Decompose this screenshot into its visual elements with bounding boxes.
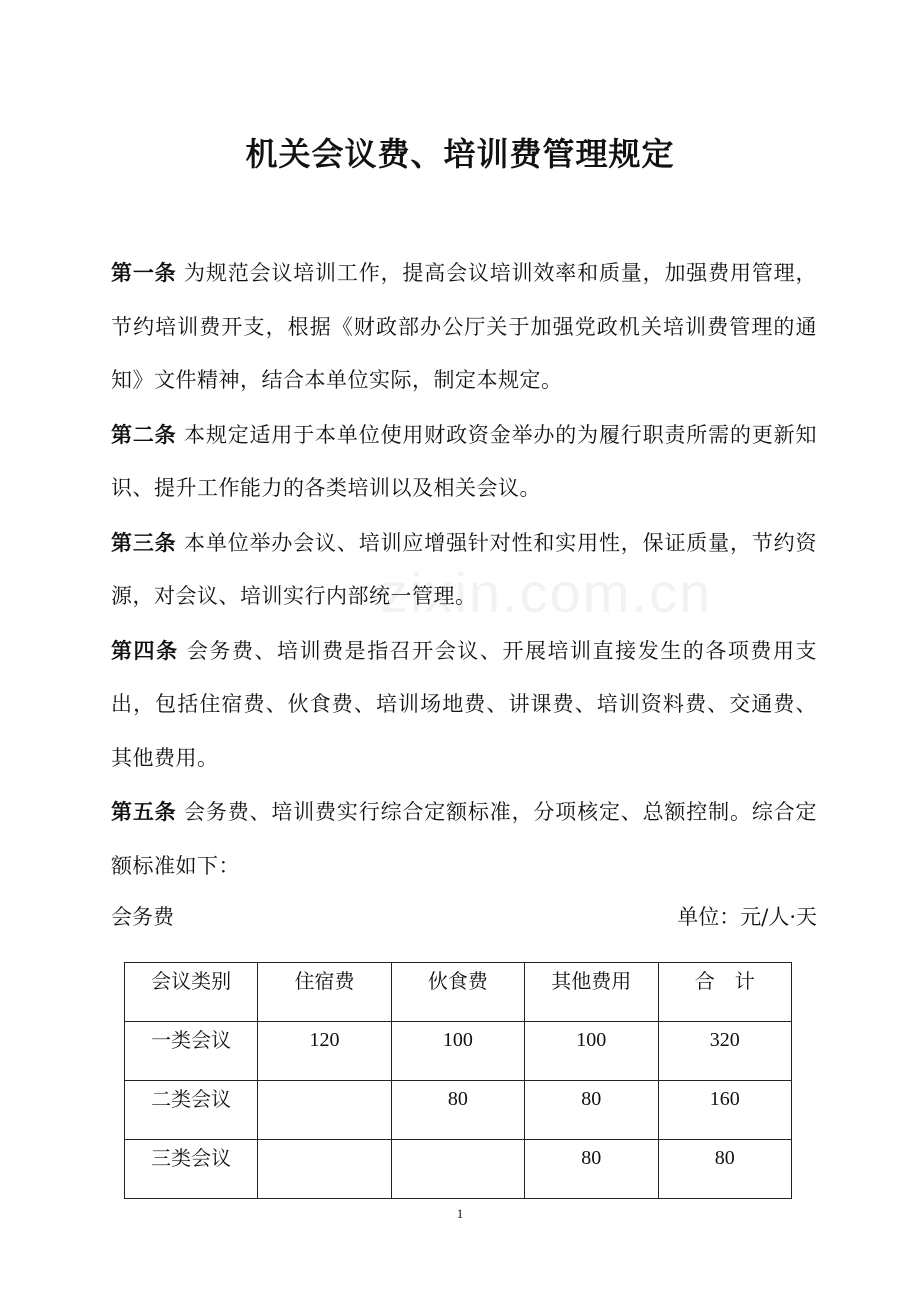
table-header-cell: 会议类别: [125, 963, 258, 1022]
table-cell: 一类会议: [125, 1022, 258, 1081]
table-cell: 320: [658, 1022, 792, 1081]
table-row: [125, 1081, 792, 1140]
article-label: 第二条: [111, 421, 177, 447]
fee-caption-row: [111, 893, 817, 941]
article-text: 为规范会议培训工作，提高会议培训效率和质量，加强费用管理，节约培训费开支，根据《财政部办公厅关于加强党政机关培训费管理的通知》文件精神，结合本单位实际，制定本规定。: [111, 261, 817, 392]
table-header-cell: 合 计: [658, 963, 792, 1022]
table-cell: 100: [391, 1022, 524, 1081]
fee-caption: 会务费: [111, 905, 174, 929]
article-label: 第三条: [111, 529, 177, 555]
table-header-cell: 其他费用: [525, 963, 658, 1022]
article-label: 第四条: [111, 637, 179, 663]
document-body: [111, 246, 817, 893]
table-cell: 160: [658, 1081, 792, 1140]
table-cell: 二类会议: [125, 1081, 258, 1140]
table-cell: 120: [258, 1022, 391, 1081]
table-cell: [391, 1140, 524, 1199]
table-cell: 100: [525, 1022, 658, 1081]
article-text: 本规定适用于本单位使用财政资金举办的为履行职责所需的更新知识、提升工作能力的各类培训以及相关会议。: [111, 422, 817, 500]
article-paragraph: [111, 246, 817, 408]
article-paragraph: [111, 624, 817, 786]
table-row: [125, 1022, 792, 1081]
page-number: 1: [456, 1206, 464, 1221]
article-label: 第一条: [111, 260, 177, 285]
article-text: 会务费、培训费实行综合定额标准，分项核定、总额控制。综合定额标准如下：: [111, 800, 817, 878]
article-paragraph: [111, 516, 817, 624]
article-paragraph: [111, 785, 817, 893]
table-header-row: [125, 963, 792, 1022]
article-text: 会务费、培训费是指召开会议、开展培训直接发生的各项费用支出，包括住宿费、伙食费、培训场地费、讲课费、培训资料费、交通费、其他费用。: [111, 638, 817, 770]
watermark: zixin.com.cn: [380, 561, 713, 624]
article-paragraph: [111, 408, 817, 516]
article-label: 第五条: [111, 799, 177, 824]
table-cell: [258, 1081, 391, 1140]
document-title: 机关会议费、培训费管理规定: [245, 135, 675, 173]
fee-table: [124, 962, 792, 1199]
table-cell: [258, 1140, 391, 1199]
table-cell: 80: [391, 1081, 524, 1140]
table-cell: 三类会议: [125, 1140, 258, 1199]
table-row: [125, 1140, 792, 1199]
table-cell: 80: [658, 1140, 792, 1199]
table-header-cell: 住宿费: [258, 963, 391, 1022]
fee-unit: 单位：元/人·天: [677, 905, 817, 929]
article-text: 本单位举办会议、培训应增强针对性和实用性，保证质量，节约资源，对会议、培训实行内部统一管理。: [111, 530, 817, 608]
table-header-cell: 伙食费: [391, 963, 524, 1022]
table-cell: 80: [525, 1081, 658, 1140]
table-cell: 80: [525, 1140, 658, 1199]
